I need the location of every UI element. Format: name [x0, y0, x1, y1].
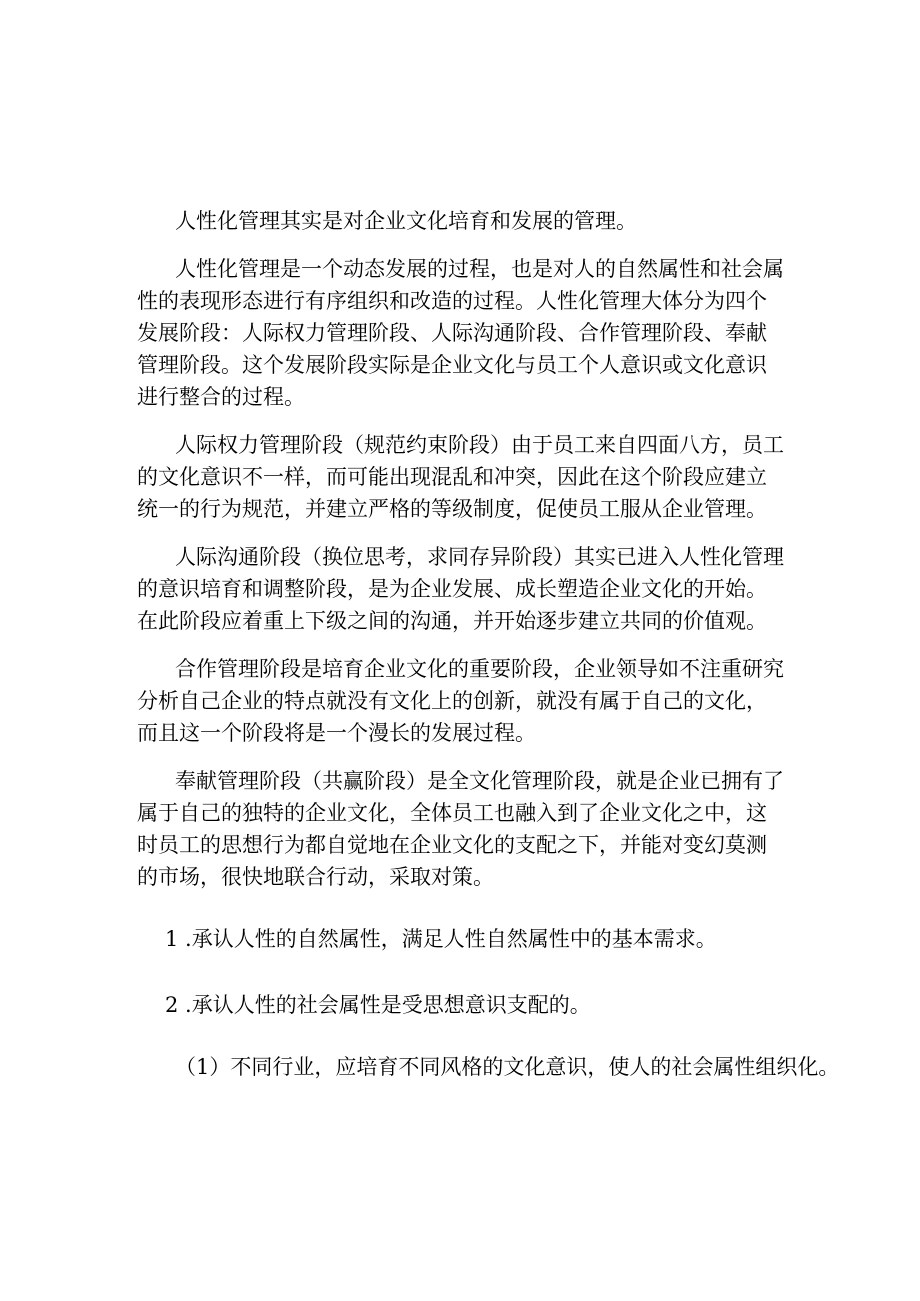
paragraph-communication-stage: 人际沟通阶段（换位思考，求同存异阶段）其实已进入人性化管理的意识培育和调整阶段，是为企业发展、成长塑造企业文化的开始。在此阶段应着重上下级之间的沟通，并开始逐步建立共同的价值观。 — [137, 545, 784, 633]
paragraph-stages-overview: 人性化管理是一个动态发展的过程，也是对人的自然属性和社会属性的表现形态进行有序组织和改造的过程。人性化管理大体分为四个发展阶段：人际权力管理阶段、人际沟通阶段、合作管理阶段、奉献管理阶段。这个发展阶段实际是企业文化与员工个人意识或文化意识进行整合的过程。 — [137, 257, 784, 409]
paragraph-power-stage: 人际权力管理阶段（规范约束阶段）由于员工来自四面八方，员工的文化意识不一样，而可能出现混乱和冲突，因此在这个阶段应建立统一的行为规范，并建立严格的等级制度，促使员工服从企业管理。 — [137, 433, 784, 521]
paragraph-dedication-stage: 奉献管理阶段（共赢阶段）是全文化管理阶段，就是企业已拥有了属于自己的独特的企业文化，全体员工也融入到了企业文化之中，这时员工的思想行为都自觉地在企业文化的支配之下，并能对变幻莫测的市场，很快地联合行动，采取对策。 — [137, 769, 784, 889]
sub-item-industry-culture: （1）不同行业，应培育不同风格的文化意识，使人的社会属性组织化。 — [175, 1055, 840, 1079]
paragraph-intro: 人性化管理其实是对企业文化培育和发展的管理。 — [175, 209, 637, 233]
document-body — [137, 205, 840, 1083]
list-item-natural-attributes: 1 .承认人性的自然属性，满足人性自然属性中的基本需求。 — [165, 927, 717, 951]
paragraph-cooperation-stage: 合作管理阶段是培育企业文化的重要阶段，企业领导如不注重研究分析自己企业的特点就没有文化上的创新，就没有属于自己的文化，而且这一个阶段将是一个漫长的发展过程。 — [137, 657, 784, 745]
list-item-social-attributes: 2 .承认人性的社会属性是受思想意识支配的。 — [165, 993, 591, 1017]
